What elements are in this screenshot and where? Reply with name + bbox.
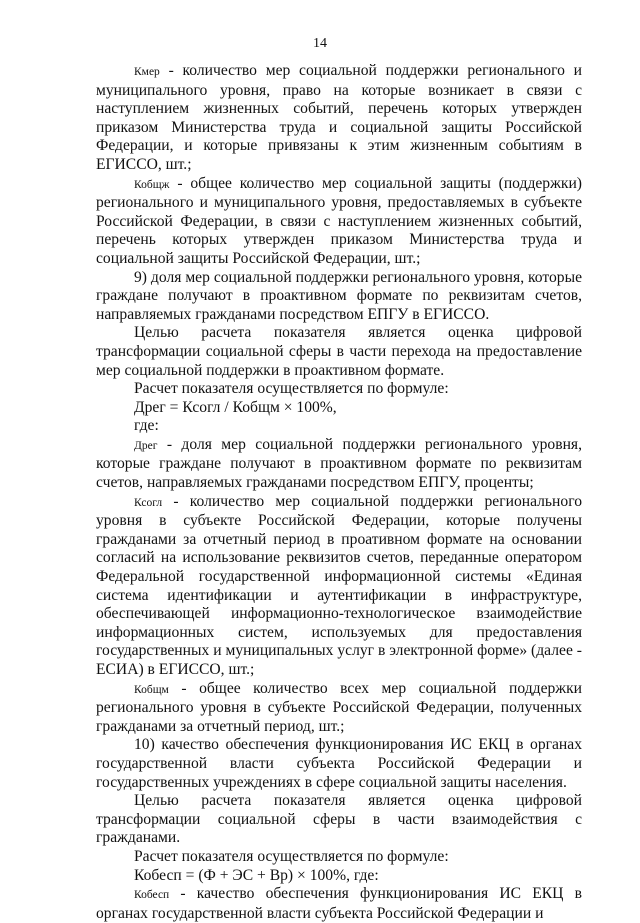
paragraph-ksogl — [96, 493, 582, 680]
paragraph-formula-intro-10: Расчет показателя осуществляется по формуле: — [134, 847, 449, 865]
paragraph-goal-10: Целью расчета показателя является оценка цифровой трансформации социальной сферы в части взаимодействия с гражданами. — [96, 792, 582, 847]
paragraph-dreg — [96, 436, 582, 493]
paragraph-where: где: — [134, 417, 159, 435]
paragraph-text: - количество мер социальной поддержки регионального и муниципального уровня, право на которые возникает в связи с наступлением жизненных событий, перечень которых утвержден приказом Министерства труда и социальной защиты Российской Федерации, и которые привязаны к этим жизненным событиям в ЕГИССО, шт.; — [96, 62, 582, 173]
term-kobesp: Кобесп — [134, 889, 170, 902]
paragraph-item-9: 9) доля мер социальной поддержки регионального уровня, которые граждане получают в проактивном формате по реквизитам счетов, направляемых гражданами посредством ЕПГУ в ЕГИССО. — [96, 268, 582, 323]
term-dreg: Дрег — [134, 439, 158, 452]
page-number: 14 — [313, 36, 327, 51]
formula-kobesp: Кобесп = (Ф + ЭС + Вр) × 100%, где: — [134, 866, 379, 884]
paragraph-text: - доля мер социальной поддержки регионального уровня, которые граждане получают в проактивном формате по реквизитам счетов, направляемых гражданами посредством ЕПГУ, проценты; — [96, 435, 582, 492]
paragraph-text: - общее количество всех мер социальной поддержки регионального уровня в субъекте Российской Федерации, полученных гражданами за отчетный период, шт.; — [96, 679, 582, 735]
paragraph-goal-9: Целью расчета показателя является оценка цифровой трансформации социальной сферы в части перехода на предоставление мер социальной поддержки в проактивном формате. — [96, 324, 582, 379]
term-kmer: Кмер — [134, 66, 160, 78]
term-kobshzh: Кобщж — [134, 178, 170, 191]
paragraph-kobshzh — [96, 175, 582, 269]
paragraph-kmer — [96, 62, 582, 175]
paragraph-kobshm — [96, 680, 582, 737]
paragraph-item-10: 10) качество обеспечения функционирования ИС ЕКЦ в органах государственной власти субъекта Российской Федерации и государственных учреждениях в сфере социальной защиты населения. — [96, 736, 582, 791]
paragraph-kobesp — [96, 885, 582, 923]
formula-dreg: Дрег = Ксогл / Кобщм × 100%, — [134, 398, 337, 416]
paragraph-text: - количество мер социальной поддержки регионального уровня в субъекте Российской Федерации, которые получены гражданами за отчетный период в проативном формате на основании согласий на использование реквизитов счетов, переданные оператором Федеральной государственной информационной системы «Единая система идентификации и аутентификации в инфраструктуре, обеспечивающей информационно-технологическое взаимодействие информационных систем, используемых для предоставления государственных и муниципальных услуг в электронной форме» (далее - ЕСИА) в ЕГИССО, шт.; — [96, 492, 582, 678]
term-kobshm: Кобщм — [134, 683, 169, 696]
paragraph-text: - общее количество мер социальной защиты (поддержки) регионального и муниципального уровня, предоставляемых в субъекте Российской Федерации, в связи с наступлением жизненных событий, перечень которых утвержден приказом Министерства труда и социальной защиты Российской Федерации, шт.; — [96, 174, 582, 267]
paragraph-formula-intro-9: Расчет показателя осуществляется по формуле: — [134, 380, 449, 398]
document-body — [96, 62, 582, 923]
term-ksogl: Ксогл — [134, 496, 163, 509]
paragraph-text: - качество обеспечения функционирования ИС ЕКЦ в органах государственной власти субъекта Российской Федерации и — [96, 885, 582, 922]
